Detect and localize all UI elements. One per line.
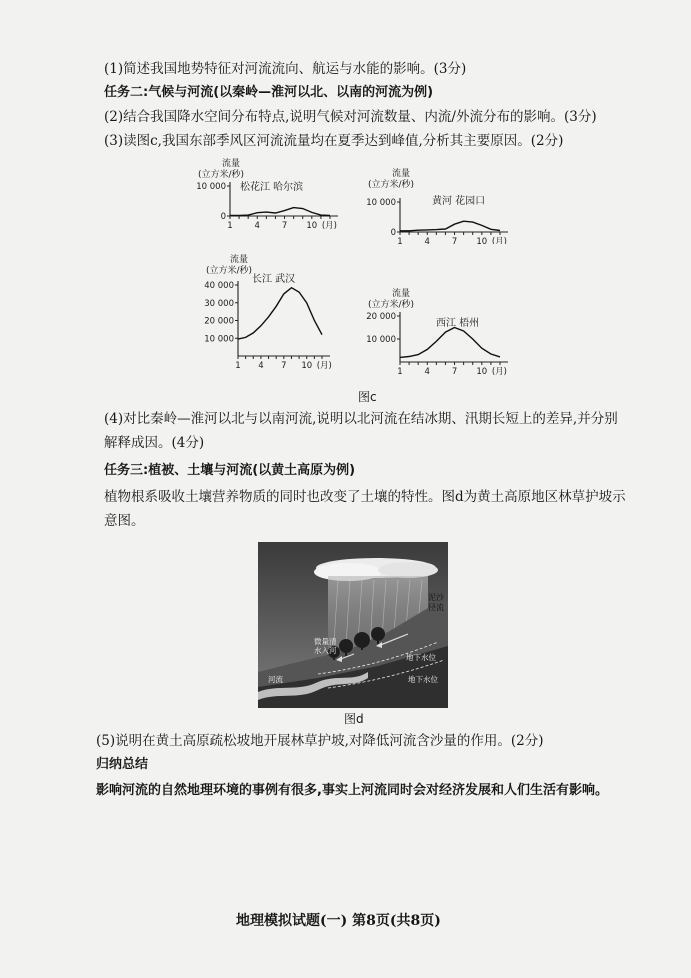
x-axis-unit: (月): [316, 361, 332, 371]
y-tick-label: 10 000: [366, 198, 396, 208]
x-tick-label: 7: [451, 237, 458, 244]
question-5: (5)说明在黄土高原疏松坡地开展林草护坡,对降低河流含沙量的作用。(2分): [96, 733, 544, 749]
chart-xijiang-wuzhou: [358, 286, 528, 390]
x-tick-label: 10: [476, 237, 488, 244]
x-tick-label: 1: [235, 361, 241, 371]
x-axis-unit: (月): [491, 237, 507, 244]
x-tick-label: 1: [227, 221, 233, 231]
question-4-line-1: (4)对比秦岭—淮河以北与以南河流,说明以北河流在结冰期、汛期长短上的差异,并分别: [104, 411, 618, 427]
x-axis-unit: (月): [491, 367, 507, 377]
figure-c-caption: 图c: [358, 390, 377, 404]
figure-d-caption: 图d: [344, 712, 364, 726]
label-water-in-1: 微量清: [314, 637, 337, 646]
series-name: 长江 武汉: [252, 274, 296, 285]
task-3-intro-line-1: 植物根系吸收土壤营养物质的同时也改变了土壤的特性。图d为黄土高原地区林草护坡示: [104, 489, 626, 505]
label-groundwater-1: 地下水位: [406, 653, 436, 662]
x-tick-label: 1: [397, 237, 403, 244]
x-tick-label: 10: [301, 361, 313, 371]
chart-yangtze-wuhan: [196, 252, 356, 394]
series-line: [400, 221, 500, 231]
y-axis-label-line-2: (立方米/秒): [206, 266, 253, 276]
label-runoff-1: 泥沙: [428, 593, 444, 602]
task-2-heading: 任务二:气候与河流(以秦岭—淮河以北、以南的河流为例): [104, 85, 434, 100]
label-runoff-2: 径流: [428, 603, 444, 612]
series-name: 黄河 花园口: [432, 196, 486, 207]
y-axis-label-line-1: 流量: [392, 169, 411, 179]
series-line: [400, 328, 500, 358]
x-tick-label: 10: [476, 367, 488, 377]
y-tick-label: 40 000: [204, 281, 234, 291]
x-tick-label: 7: [451, 367, 458, 377]
y-axis-label-line-1: 流量: [392, 289, 411, 299]
y-tick-label: 10 000: [204, 334, 234, 345]
question-2: (2)结合我国降水空间分布特点,说明气候对河流数量、内流/外流分布的影响。(3分): [104, 109, 597, 125]
x-axis-unit: (月): [321, 221, 337, 231]
y-tick-label: 30 000: [204, 298, 234, 309]
x-tick-label: 4: [424, 367, 430, 377]
question-3: (3)读图c,我国东部季风区河流流量均在夏季达到峰值,分析其主要原因。(2分): [104, 133, 564, 149]
chart-songhua-harbin: [196, 156, 366, 232]
y-tick-label: 20 000: [204, 316, 234, 327]
y-axis-label-line-2: (立方米/秒): [368, 180, 415, 190]
summary-text: 影响河流的自然地理环境的事例有很多,事实上河流同时会对经济发展和人们生活有影响。: [96, 783, 608, 798]
y-axis-label-line-1: 流量: [222, 159, 241, 169]
task-3-intro-line-2: 意图。: [104, 513, 145, 529]
y-tick-label: 20 000: [366, 312, 396, 322]
label-water-in-2: 水入河: [314, 646, 337, 655]
series-name: 西江 梧州: [436, 318, 480, 329]
x-tick-label: 10: [306, 221, 318, 231]
y-axis-label-line-2: (立方米/秒): [368, 300, 415, 310]
figure-d-illustration: [258, 542, 448, 708]
label-groundwater-2: 地下水位: [408, 675, 438, 684]
task-3-heading: 任务三:植被、土壤与河流(以黄土高原为例): [104, 463, 356, 478]
x-tick-label: 7: [281, 361, 287, 371]
x-tick-label: 1: [397, 367, 403, 377]
summary-heading: 归纳总结: [96, 757, 149, 772]
question-1: (1)简述我国地势特征对河流流向、航运与水能的影响。(3分): [104, 61, 467, 77]
y-tick-label: 0: [220, 212, 226, 222]
series-line: [230, 208, 330, 216]
y-axis-label-line-1: 流量: [230, 255, 249, 265]
y-tick-label: 10 000: [196, 182, 226, 192]
question-4-line-2: 解释成因。(4分): [104, 435, 205, 451]
y-tick-label: 10 000: [366, 335, 396, 345]
y-axis-label-line-2: (立方米/秒): [198, 170, 245, 180]
y-tick-label: 0: [390, 228, 396, 238]
label-river: 河流: [268, 675, 283, 684]
chart-yellow-huayuankou: [360, 164, 530, 244]
x-tick-label: 4: [424, 237, 430, 244]
page-footer: 地理模拟试题(一) 第8页(共8页): [236, 913, 441, 929]
x-tick-label: 4: [258, 361, 264, 371]
series-line: [238, 288, 322, 339]
series-name: 松花江 哈尔滨: [240, 182, 304, 193]
x-tick-label: 7: [281, 221, 288, 231]
x-tick-label: 4: [254, 221, 260, 231]
